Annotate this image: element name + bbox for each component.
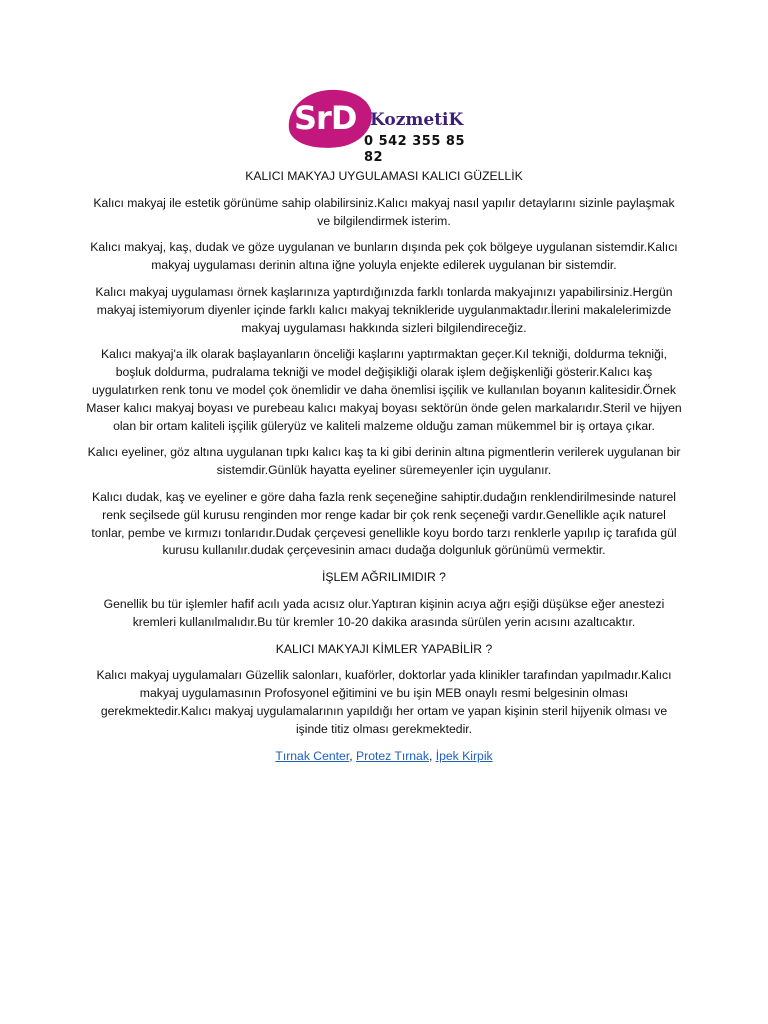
paragraph-eyeliner: Kalıcı eyeliner, göz altına uygulanan tıpkı kalıcı kaş ta ki gibi derinin altına pigmentlerin verilerek uygulanan bir sistemdir.Günlük hayatta eyeliner süremeyenler için uygulanır.: [87, 445, 681, 478]
paragraph-pain: Genellik bu tür işlemler hafif acılı yada acısız olur.Yaptıran kişinin acıya ağrı eşiği düşükse eğer anestezi kremleri kullanılmalıdır.Bu tür kremler 10-20 dakika arasında sürülen yerin acısını azaltıcaktır.: [103, 596, 665, 629]
logo-brand-short: SrD: [294, 99, 357, 137]
paragraph-definition: Kalıcı makyaj, kaş, dudak ve göze uygulanan ve bunların dışında pek çok bölgeye uygulanan sistemdir.Kalıcı makyaj uygulaması derinin altına iğne yoluyla enjekte edilerek uygulanan bir sistemdir.: [90, 240, 678, 273]
document-title: KALICI MAKYAJ UYGULAMASI KALICI GÜZELLİK: [245, 169, 523, 183]
link-ipek-kirpik[interactable]: İpek Kirpik: [435, 748, 493, 763]
paragraph-eyebrows-tones: Kalıcı makyaj uygulaması örnek kaşlarınıza yaptırdığınızda farklı tonlarda makyajınızı yapabilirsiniz.Hergün makyaj istemiyorum diyenler içinde farklı kalıcı makyaj teknikleride uygulanmaktadır.İlerini makalelerimizde makyaj uygulaması hakkında sizleri bilgilendireceğiz.: [95, 284, 673, 335]
link-separator: ,: [428, 748, 436, 763]
link-separator: ,: [349, 748, 356, 763]
brand-logo: [288, 90, 488, 165]
link-tirnak-center[interactable]: Tırnak Center: [275, 748, 350, 763]
paragraph-who: Kalıcı makyaj uygulamaları Güzellik salonları, kuaförler, doktorlar yada klinikler tarafından yapılmadır.Kalıcı makyaj uygulamasının Profosyonel eğitimini ve bu işin MEB onaylı resmi belgesinin olması gerekmektedir.Kalıcı makyaj uygulamalarının yapıldığı her ortam ve yapan kişinin steril hijyenik olması ve işinde titiz olması gerekmektedir.: [96, 668, 672, 736]
logo-phone-number: 0 542 355 85 82: [364, 134, 465, 165]
related-links: [86, 748, 682, 766]
logo-brand-name: KozmetiK: [370, 110, 464, 130]
paragraph-lips: Kalıcı dudak, kaş ve eyeliner e göre daha fazla renk seçeneğine sahiptir.dudağın renklendirilmesinde naturel renk seçilsede gül kurusu renginden mor renge kadar bir çok renk seçeneği vardır.Genellikle açık naturel tonlar, pembe ve kırmızı tonlarıdır.Dudak çerçevesi genellikle koyu bordo tarzı renklerle yapılıp iç tarafıda gül kurusu kullanılır.dudak çerçevesinin amacı dudağa dolgunluk görünümü vermektir.: [91, 489, 677, 558]
document-body: [86, 168, 682, 774]
section-heading-who: KALICI MAKYAJI KİMLER YAPABİLİR ?: [275, 641, 493, 656]
section-heading-pain: İŞLEM AĞRILIMIDIR ?: [322, 570, 446, 585]
paragraph-intro: Kalıcı makyaj ile estetik görünüme sahip olabilirsiniz.Kalıcı makyaj nasıl yapılır detaylarını sizinle paylaşmak ve bilgilendirmek isterim.: [93, 195, 675, 228]
link-protez-tirnak[interactable]: Protez Tırnak: [356, 748, 429, 763]
paragraph-eyebrow-techniques: Kalıcı makyaj'a ilk olarak başlayanların önceliği kaşlarını yaptırmaktan geçer.Kıl tekniği, doldurma tekniği, boşluk doldurma, pudralama tekniği ve model değişikliği olarak işlem değişkenliği gösterir.Kalıcı kaş uygulatırken renk tonu ve model çok önemlidir ve daha önemlisi işçilik ve kullanılan boyanın kalitesidir.Örnek Maser kalıcı makyaj boyası ve purebeau kalıcı makyaj boyası sektörün önde gelen markalarıdır.Steril ve hijyen olan bir ortam kaliteli işçilik güleryüz ve kaliteli malzeme olduğu zaman mükemmel bir iş ortaya çıkar.: [86, 347, 682, 433]
